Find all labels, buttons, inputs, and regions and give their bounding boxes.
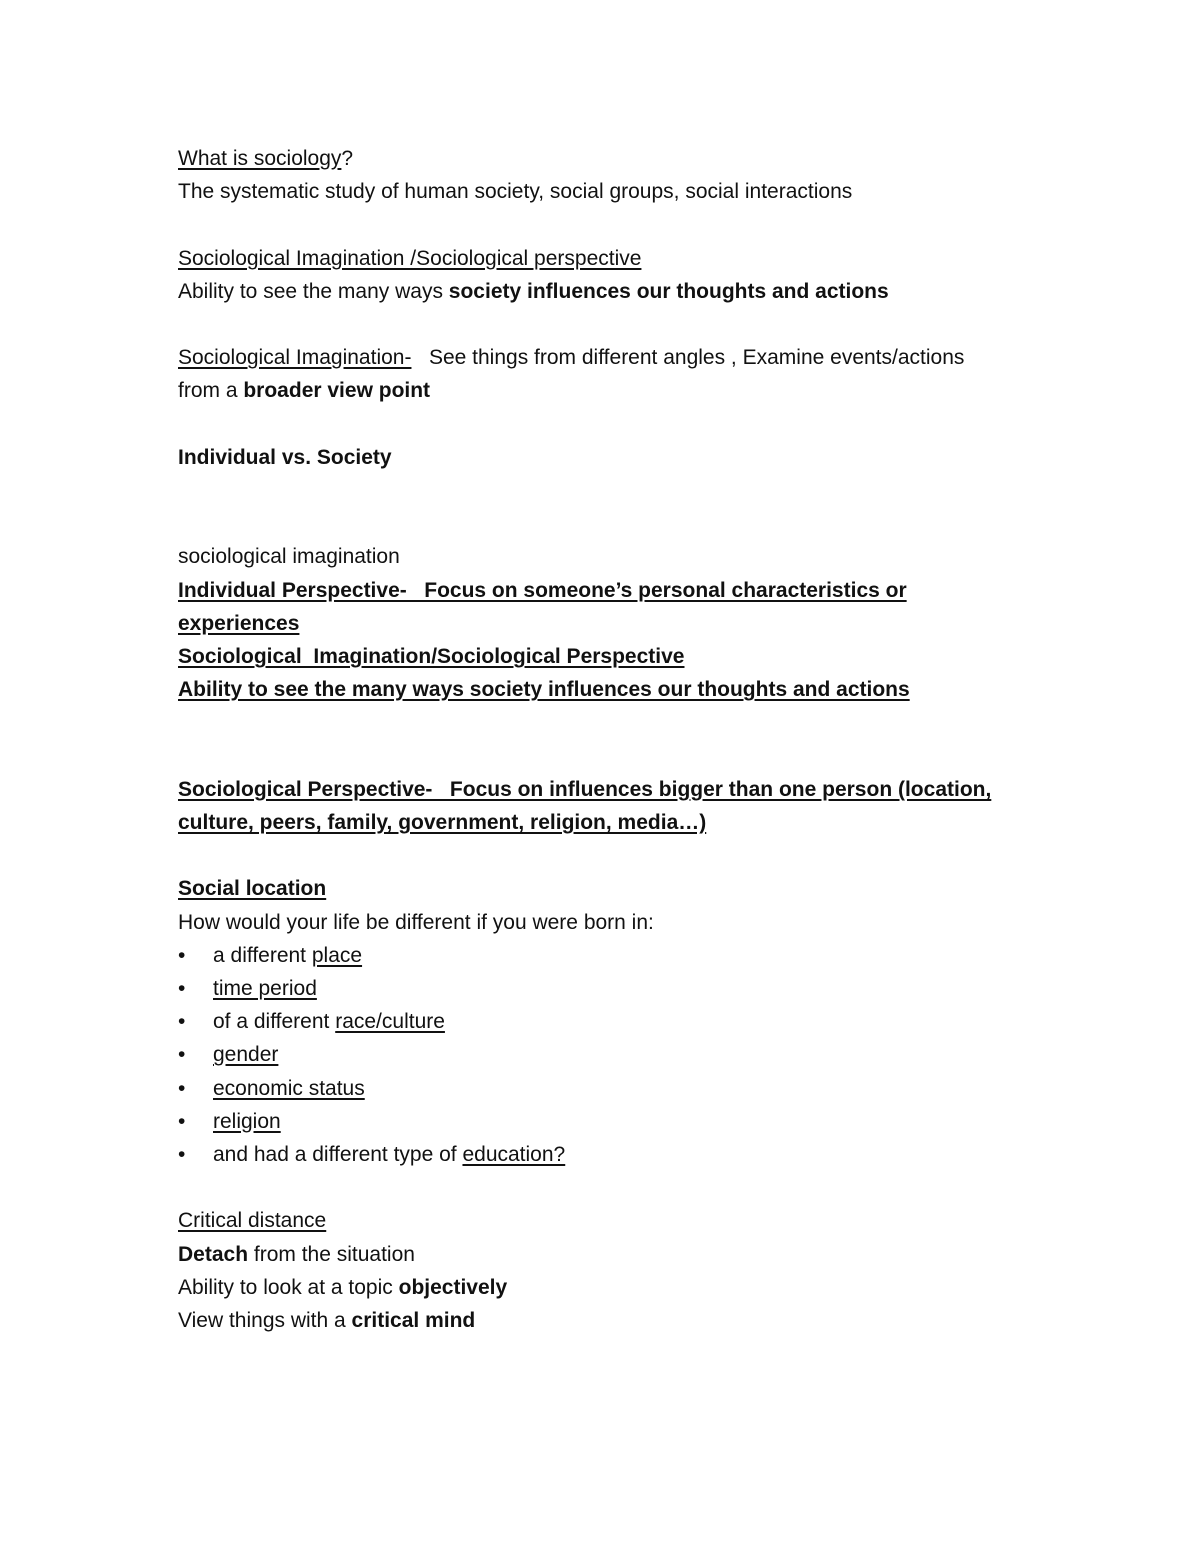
bullet-icon: • [178,943,186,967]
sociological-perspective-line-2 [178,806,1058,839]
line-text: experiences [178,611,300,635]
line-bold-text: critical mind [351,1309,476,1332]
item-underlined-text: economic status [213,1076,365,1100]
sociological-imagination-heading [178,242,1058,275]
list-item [178,939,1058,972]
item-underlined-text: race/culture [335,1010,445,1034]
item-text: a different [213,943,312,967]
term-description: See things from different angles , Examine events/actions [411,346,965,370]
bullet-icon: • [178,1010,186,1034]
line-bold-text: objectively [398,1275,508,1299]
list-item [178,972,1058,1005]
item-underlined-text: religion [213,1109,281,1133]
critical-distance-line-3 [178,1304,1058,1337]
broader-view-line [178,374,1058,407]
term-label: Sociological Imagination- [178,346,412,370]
critical-distance-heading [178,1204,1058,1237]
line-text: from a [178,379,244,403]
definition-bold-text: society influences our thoughts and actions [448,279,889,303]
line-text: Sociological Perspective- Focus on influences bigger than one person (location, [178,777,992,801]
line-text: Individual Perspective- Focus on someone’s personal characteristics or [178,578,907,602]
social-location-heading [178,872,1058,905]
item-underlined-text: time period [213,976,317,1000]
item-underlined-text: gender [213,1043,279,1067]
list-item [178,1038,1058,1071]
bullet-icon: • [178,1043,186,1067]
bullet-icon: • [178,1143,186,1166]
line-text: Ability to look at a topic [178,1275,399,1299]
heading-text: Social location [178,877,327,901]
critical-distance-line-1 [178,1238,1058,1271]
sociological-perspective-line-1 [178,773,1058,806]
list-item [178,1138,1058,1171]
what-is-sociology-heading [178,142,1058,175]
item-text: and had a different type of [213,1143,463,1166]
sociological-imagination-definition [178,275,1058,308]
individual-vs-society: Individual vs. Society [178,445,392,469]
line-text: culture, peers, family, government, religion, media…) [178,810,707,834]
definition-text: Ability to see the many ways [178,279,449,303]
question-mark: ? [341,147,354,170]
line-text: Ability to see the many ways society influences our thoughts and actions [178,678,910,702]
line-bold-text: Detach [178,1242,249,1266]
list-item [178,1005,1058,1038]
line-bold-text: broader view point [243,379,431,403]
list-item [178,1072,1058,1105]
bullet-icon: • [178,1109,186,1133]
heading-text: What is sociology [178,147,342,170]
social-location-question: How would your life be different if you were born in: [178,910,654,934]
line-text: Sociological Imagination/Sociological Perspective [178,644,685,668]
item-text: of a different [213,1010,336,1034]
heading-text: Sociological Imagination /Sociological perspective [178,246,642,270]
sociological-imagination-lowercase: sociological imagination [178,545,400,569]
critical-distance-line-2 [178,1271,1058,1304]
individual-perspective-line-2 [178,607,1058,640]
item-underlined-text: place [311,943,363,967]
bullet-icon: • [178,1076,186,1100]
item-underlined-text: education? [462,1143,566,1166]
list-item [178,1105,1058,1138]
individual-perspective-line-1 [178,574,1058,607]
sociological-perspective-bold-heading [178,640,1058,673]
line-text: View things with a [178,1309,352,1332]
sociological-perspective-bold-definition [178,673,1058,706]
sociological-imagination-line [178,341,1058,374]
social-location-list [178,939,1058,1171]
heading-text: Critical distance [178,1209,327,1233]
bullet-icon: • [178,976,186,1000]
document-body [178,142,1058,1337]
sociology-definition: The systematic study of human society, social groups, social interactions [178,180,853,204]
line-text: from the situation [248,1242,415,1266]
